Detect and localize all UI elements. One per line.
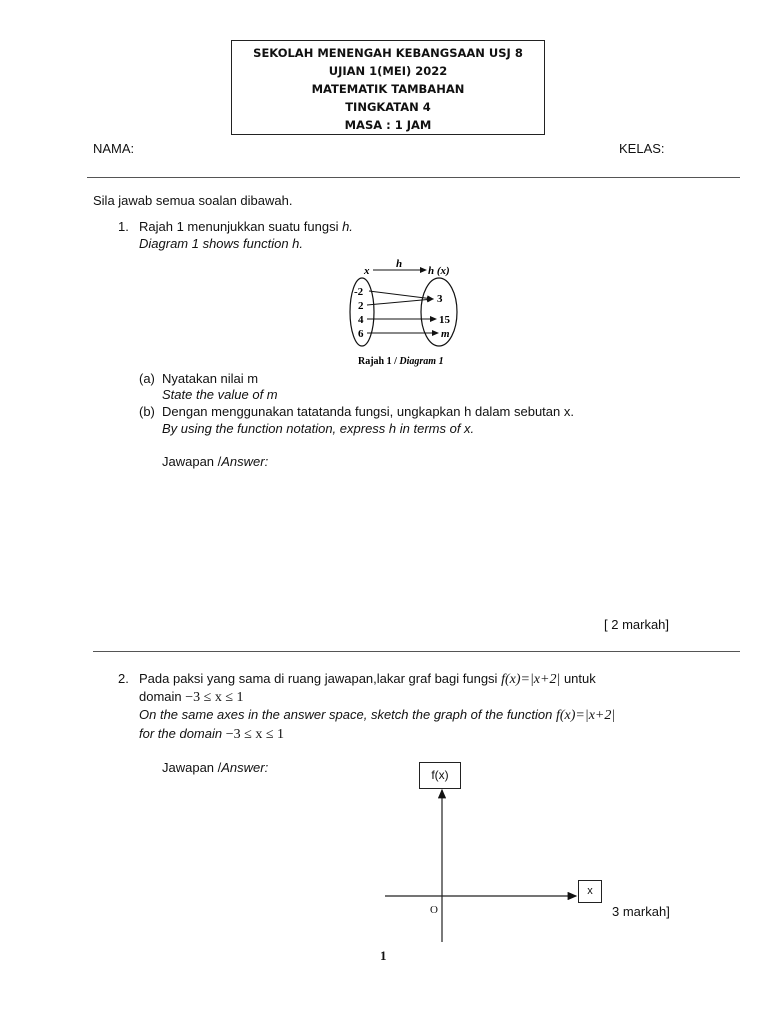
domain-expression: −3 ≤ x ≤ 1 [185,690,244,705]
function-diagram [340,256,470,368]
exam-header-box [231,40,545,135]
q1b-text-en: By using the function notation, express h in terms of x. [162,421,475,436]
q1-number: 1. [118,219,129,234]
q2-line1: Pada paksi yang sama di ruang jawapan,lakar graf bagi fungsi f(x)=|x+2| untuk [139,671,596,687]
page-number: 1 [380,948,387,963]
q2-line3: On the same axes in the answer space, sketch the graph of the function f(x)=|x+2| [139,707,616,723]
q1b-label: (b) [139,404,155,419]
q1-text-ms: Rajah 1 menunjukkan suatu fungsi h. [139,219,353,234]
codomain-value: 3 [437,293,443,305]
q1-text-en: Diagram 1 shows function h. [139,236,304,251]
origin-label: O [430,904,438,916]
q2-number: 2. [118,671,129,686]
form-level: TINGKATAN 4 [345,100,431,114]
q1-marks: [ 2 markah] [604,617,670,632]
instruction: Sila jawab semua soalan dibawah. [93,193,293,208]
x-axis-label-box: x [578,880,602,903]
mapping-line [367,299,433,305]
domain-value: 6 [358,328,364,340]
school-name: SEKOLAH MENENGAH KEBANGSAAN USJ 8 [253,46,523,60]
domain-value: -2 [354,286,364,298]
codomain-label: h (x) [428,265,450,277]
q1a-text-ms: Nyatakan nilai m [162,371,259,386]
domain-label: x [364,265,370,277]
q1b-text-ms: Dengan menggunakan tatatanda fungsi, ungkapkan h dalam sebutan x. [162,404,574,419]
domain-value: 4 [358,314,364,326]
q2-answer-label: Jawapan /Answer: [162,760,269,775]
codomain-value: 15 [439,314,450,326]
function-expression: f(x)=|x+2| [501,672,561,687]
q2-marks: 3 markah] [612,904,670,919]
time-allowed: MASA : 1 JAM [344,118,432,132]
subject-title: MATEMATIK TAMBAHAN [311,82,465,96]
arrow-label: h [396,258,403,270]
q1a-label: (a) [139,371,155,386]
class-label: KELAS: [619,141,665,156]
domain-value: 2 [358,300,364,312]
divider [93,651,740,652]
function-expression: f(x)=|x+2| [555,708,616,723]
q1a-text-en: State the value of m [162,387,278,402]
y-axis-label-box: f(x) [419,762,461,789]
domain-expression: −3 ≤ x ≤ 1 [225,727,284,742]
q2-line4: for the domain −3 ≤ x ≤ 1 [139,726,284,742]
q1-answer-label: Jawapan /Answer: [162,454,269,469]
divider [87,177,740,178]
name-label: NAMA: [93,141,135,156]
codomain-value: m [441,328,450,340]
diagram-caption: Rajah 1 / Diagram 1 [358,356,444,367]
exam-title: UJIAN 1(MEI) 2022 [328,64,448,78]
answer-axes [380,760,610,950]
q2-line2: domain −3 ≤ x ≤ 1 [139,689,244,705]
codomain-set [421,278,457,346]
